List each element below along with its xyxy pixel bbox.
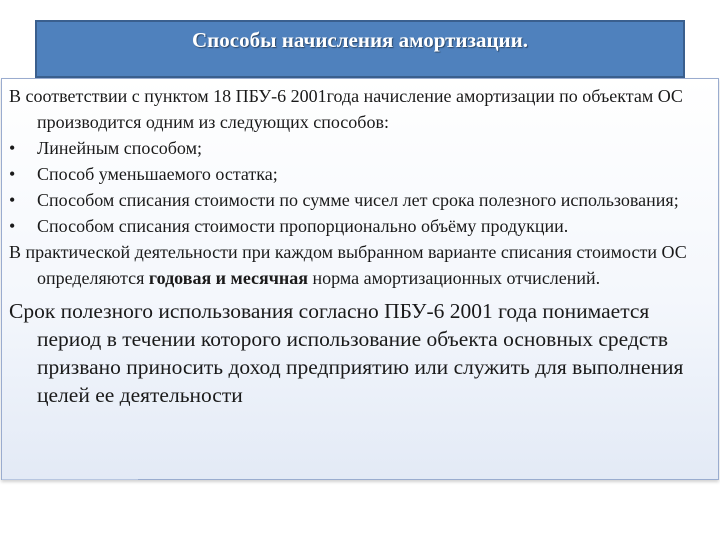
- divider: [2, 479, 138, 480]
- list-item: [9, 135, 708, 161]
- list-item: [9, 187, 708, 213]
- method-text: Способом списания стоимости по сумме чисел лет срока полезного использования;: [37, 190, 679, 210]
- content-box: [1, 78, 719, 480]
- method-text: Способ уменьшаемого остатка;: [37, 164, 278, 184]
- bullet-icon: •: [9, 190, 16, 210]
- slide-title: Способы начисления амортизации.: [192, 28, 528, 52]
- practice-bold-text: годовая и месячная: [148, 268, 309, 288]
- intro-paragraph: В соответствии с пунктом 18 ПБУ-6 2001года начисление амортизации по объектам ОС производится одним из следующих способов:: [9, 86, 683, 132]
- bullet-icon: •: [9, 216, 16, 236]
- method-text: Линейным способом;: [37, 138, 202, 158]
- practice-paragraph: [9, 239, 708, 291]
- list-item: [9, 161, 708, 187]
- methods-list: [9, 135, 708, 239]
- bullet-icon: •: [9, 138, 16, 158]
- method-text: Способом списания стоимости пропорционально объёму продукции.: [37, 216, 569, 236]
- title-bar: [35, 20, 685, 78]
- practice-text-after: норма амортизационных отчислений.: [308, 268, 601, 288]
- useful-life-paragraph: Срок полезного использования согласно ПБУ-6 2001 года понимается период в течении которого использование объекта основных средств призвано приносить доход предприятию или служить для выполнения целей ее деятельности: [9, 299, 684, 407]
- bullet-icon: •: [9, 164, 16, 184]
- practice-text-before: В практической деятельности при каждом выбранном варианте списания стоимости ОС определяются: [9, 242, 687, 288]
- list-item: [9, 213, 708, 239]
